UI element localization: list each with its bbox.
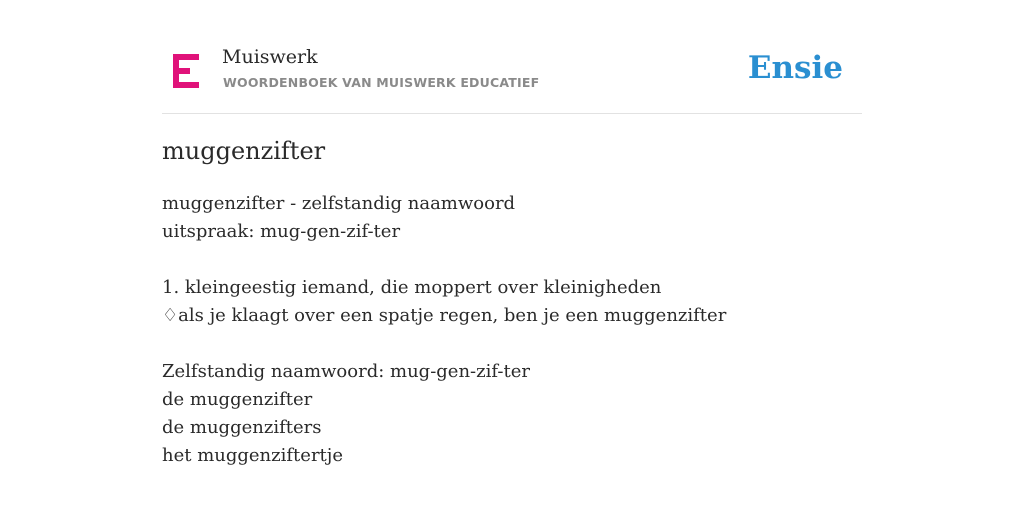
site-subtitle: WOORDENBOEK VAN MUISWERK EDUCATIEF (223, 75, 540, 90)
muiswerk-logo-icon[interactable] (173, 54, 199, 88)
entry-line-syllables: Zelfstandig naamwoord: mug-gen-zif-ter (162, 361, 530, 382)
entry-line-diminutive: het muggenziftertje (162, 445, 344, 466)
site-name-link[interactable]: Muiswerk (222, 46, 318, 68)
entry-line-singular: de muggenzifter (162, 389, 313, 410)
site-header (162, 38, 862, 114)
entry-line-plural: de muggenzifters (162, 417, 322, 438)
definition-body (162, 190, 862, 470)
entry-line-pronunciation: uitspraak: mug-gen-zif-ter (162, 221, 401, 242)
entry-line-wordclass: muggenzifter - zelfstandig naamwoord (162, 193, 516, 214)
page-title: muggenzifter (162, 137, 326, 165)
entry-line-example: ♢als je klaagt over een spatje regen, ben je een muggenzifter (162, 305, 727, 326)
entry-line-blank (162, 330, 862, 358)
entry-line-blank (162, 246, 862, 274)
ensie-brand-link[interactable]: Ensie (747, 50, 843, 86)
entry-line-definition: 1. kleingeestig iemand, die moppert over kleinigheden (162, 277, 662, 298)
